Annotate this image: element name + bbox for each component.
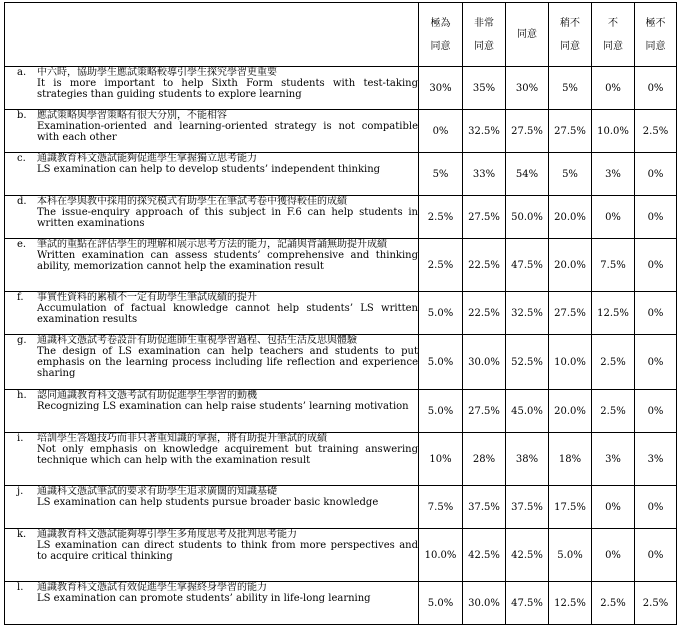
percentage-cell: 37.5% <box>506 486 549 529</box>
statement-text <box>37 196 418 229</box>
statement-chinese: 通識教育科文憑試有效促進學生掌握終身學習的能力 <box>37 582 267 593</box>
percentage-cell: 0% <box>592 486 635 529</box>
statement-line <box>5 292 418 325</box>
statement-cell <box>5 196 419 239</box>
header-row <box>5 3 677 67</box>
percentage-cell: 27.5% <box>549 110 592 153</box>
percentage-cell: 35% <box>463 67 506 110</box>
percentage-cell: 20.0% <box>549 239 592 292</box>
item-letter: l. <box>17 582 24 593</box>
statement-cell <box>5 110 419 153</box>
percentage-cell: 5% <box>549 67 592 110</box>
percentage-cell: 3% <box>635 433 677 486</box>
statement-text <box>37 529 418 562</box>
header-strongly-disagree: 極不 同意 <box>635 3 677 67</box>
percentage-cell: 0% <box>635 292 677 335</box>
percentage-cell: 0% <box>592 529 635 582</box>
percentage-cell: 32.5% <box>463 110 506 153</box>
percentage-cell: 2.5% <box>635 110 677 153</box>
statement-text <box>37 486 418 508</box>
percentage-cell: 27.5% <box>549 292 592 335</box>
percentage-cell: 3% <box>592 433 635 486</box>
statement-text <box>37 67 418 100</box>
table-row <box>5 390 677 433</box>
table-row <box>5 239 677 292</box>
percentage-cell: 30% <box>506 67 549 110</box>
statement-chinese: 事實性資料的累積不一定有助學生筆試成績的提升 <box>37 292 257 303</box>
percentage-cell: 2.5% <box>419 239 463 292</box>
percentage-cell: 30.0% <box>463 582 506 625</box>
statement-line <box>5 110 418 143</box>
percentage-cell: 42.5% <box>463 529 506 582</box>
percentage-cell: 2.5% <box>592 390 635 433</box>
percentage-cell: 12.5% <box>549 582 592 625</box>
percentage-cell: 42.5% <box>506 529 549 582</box>
statement-text <box>37 110 418 143</box>
percentage-cell: 30.0% <box>463 335 506 390</box>
percentage-cell: 0% <box>635 486 677 529</box>
statement-english: The design of LS examination can help teachers and students to put emphasis on the learning process including life reflection and experience sharing <box>37 346 418 379</box>
percentage-cell: 54% <box>506 153 549 196</box>
item-letter: e. <box>17 239 27 250</box>
percentage-cell: 0% <box>635 529 677 582</box>
percentage-cell: 30% <box>419 67 463 110</box>
item-letter: b. <box>17 110 27 121</box>
statement-line <box>5 67 418 100</box>
statement-chinese: 中六時，協助學生應試策略較導引學生探究學習更重要 <box>37 67 277 78</box>
percentage-cell: 12.5% <box>592 292 635 335</box>
percentage-cell: 47.5% <box>506 582 549 625</box>
statement-english: LS examination can direct students to think from more perspectives and to acquire critical thinking <box>37 540 418 562</box>
percentage-cell: 22.5% <box>463 292 506 335</box>
percentage-cell: 0% <box>592 196 635 239</box>
percentage-cell: 0% <box>419 110 463 153</box>
statement-text <box>37 582 418 604</box>
statement-english: Accumulation of factual knowledge cannot help students’ LS written examination results <box>37 303 418 325</box>
percentage-cell: 27.5% <box>506 110 549 153</box>
item-letter: g. <box>17 335 27 346</box>
table-row <box>5 335 677 390</box>
percentage-cell: 0% <box>635 239 677 292</box>
table-row <box>5 433 677 486</box>
statement-chinese: 認同通識教育科文憑考試有助促進學生學習的動機 <box>37 390 257 401</box>
percentage-cell: 17.5% <box>549 486 592 529</box>
statement-cell <box>5 335 419 390</box>
percentage-cell: 27.5% <box>463 390 506 433</box>
percentage-cell: 10.0% <box>592 110 635 153</box>
percentage-cell: 10.0% <box>549 335 592 390</box>
percentage-cell: 2.5% <box>592 335 635 390</box>
header-very-agree: 非常 同意 <box>463 3 506 67</box>
statement-line <box>5 335 418 379</box>
percentage-cell: 47.5% <box>506 239 549 292</box>
percentage-cell: 28% <box>463 433 506 486</box>
percentage-cell: 10% <box>419 433 463 486</box>
statement-line <box>5 390 418 412</box>
table-row <box>5 582 677 625</box>
item-letter: k. <box>17 529 27 540</box>
percentage-cell: 32.5% <box>506 292 549 335</box>
percentage-cell: 0% <box>635 390 677 433</box>
statement-line <box>5 486 418 508</box>
statement-cell <box>5 292 419 335</box>
statement-chinese: 通識教育科文憑試能夠促進學生掌握獨立思考能力 <box>37 153 257 164</box>
statement-chinese: 應試策略與學習策略有很大分別，不能相容 <box>37 110 227 121</box>
percentage-cell: 22.5% <box>463 239 506 292</box>
percentage-cell: 50.0% <box>506 196 549 239</box>
statement-cell <box>5 529 419 582</box>
table-row <box>5 196 677 239</box>
percentage-cell: 20.0% <box>549 390 592 433</box>
table-row <box>5 110 677 153</box>
statement-cell <box>5 390 419 433</box>
percentage-cell: 5% <box>549 153 592 196</box>
survey-table <box>4 2 677 625</box>
percentage-cell: 52.5% <box>506 335 549 390</box>
percentage-cell: 5.0% <box>419 390 463 433</box>
percentage-cell: 45.0% <box>506 390 549 433</box>
statement-chinese: 通識教育科文憑試能夠導引學生多角度思考及批判思考能力 <box>37 529 297 540</box>
statement-cell <box>5 67 419 110</box>
item-letter: h. <box>17 390 27 401</box>
header-slightly-disagree: 稍不 同意 <box>549 3 592 67</box>
statement-chinese: 通識科文憑試筆試的要求有助學生追求廣闊的知識基礎 <box>37 486 277 497</box>
percentage-cell: 33% <box>463 153 506 196</box>
item-letter: d. <box>17 196 27 207</box>
percentage-cell: 0% <box>635 67 677 110</box>
percentage-cell: 20.0% <box>549 196 592 239</box>
header-agree: 同意 <box>506 3 549 67</box>
statement-english: It is more important to help Sixth Form students with test-taking strategies than guiding students to explore learning <box>37 78 418 100</box>
statement-english: Not only emphasis on knowledge acquirement but training answering technique which can help with the examination result <box>37 444 418 466</box>
statement-chinese: 本科在學與教中採用的探究模式有助學生在筆試考卷中獲得較佳的成績 <box>37 196 347 207</box>
statement-cell <box>5 239 419 292</box>
percentage-cell: 7.5% <box>592 239 635 292</box>
percentage-cell: 5.0% <box>419 335 463 390</box>
percentage-cell: 7.5% <box>419 486 463 529</box>
table-row <box>5 153 677 196</box>
percentage-cell: 3% <box>592 153 635 196</box>
statement-text <box>37 433 418 466</box>
statement-text <box>37 390 418 412</box>
table-row <box>5 529 677 582</box>
statement-chinese: 培訓學生答題技巧而非只著重知識的掌握，將有助提升筆試的成績 <box>37 433 327 444</box>
item-letter: c. <box>17 153 26 164</box>
statement-text <box>37 335 418 379</box>
percentage-cell: 5.0% <box>419 582 463 625</box>
statement-english: Recognizing LS examination can help raise students’ learning motivation <box>37 401 409 412</box>
percentage-cell: 5.0% <box>549 529 592 582</box>
item-letter: a. <box>17 67 27 78</box>
table-row <box>5 292 677 335</box>
statement-text <box>37 292 418 325</box>
item-letter: j. <box>17 486 24 497</box>
statement-english: Written examination can assess students’ comprehensive and thinking ability, memorization cannot help the examination result <box>37 250 418 272</box>
statement-line <box>5 582 418 604</box>
header-strongly-agree: 極為 同意 <box>419 3 463 67</box>
statement-english: Examination-oriented and learning-oriented strategy is not compatible with each other <box>37 121 418 143</box>
header-disagree: 不 同意 <box>592 3 635 67</box>
item-letter: f. <box>17 292 24 303</box>
percentage-cell: 2.5% <box>419 196 463 239</box>
table-row <box>5 486 677 529</box>
percentage-cell: 0% <box>592 67 635 110</box>
percentage-cell: 38% <box>506 433 549 486</box>
statement-line <box>5 196 418 229</box>
statement-english: The issue-enquiry approach of this subject in F.6 can help students in written examinations <box>37 207 418 229</box>
percentage-cell: 5.0% <box>419 292 463 335</box>
percentage-cell: 37.5% <box>463 486 506 529</box>
percentage-cell: 27.5% <box>463 196 506 239</box>
statement-line <box>5 153 418 175</box>
statement-english: LS examination can promote students’ ability in life-long learning <box>37 593 371 604</box>
percentage-cell: 0% <box>635 196 677 239</box>
statement-header-cell <box>5 3 419 67</box>
percentage-cell: 2.5% <box>635 582 677 625</box>
statement-line <box>5 529 418 562</box>
statement-chinese: 通識科文憑試考卷設計有助促進師生重視學習過程、包括生活反思與體驗 <box>37 335 357 346</box>
percentage-cell: 0% <box>635 335 677 390</box>
statement-english: LS examination can help to develop students’ independent thinking <box>37 164 381 175</box>
statement-cell <box>5 153 419 196</box>
statement-cell <box>5 486 419 529</box>
percentage-cell: 5% <box>419 153 463 196</box>
statement-chinese: 筆試的重點在評估學生的理解和展示思考方法的能力，記誦與背誦無助提升成績 <box>37 239 387 250</box>
table-row <box>5 67 677 110</box>
statement-cell <box>5 582 419 625</box>
survey-rows <box>5 67 677 625</box>
statement-line <box>5 239 418 272</box>
statement-english: LS examination can help students pursue broader basic knowledge <box>37 497 379 508</box>
statement-line <box>5 433 418 466</box>
statement-text <box>37 153 418 175</box>
percentage-cell: 2.5% <box>592 582 635 625</box>
percentage-cell: 10.0% <box>419 529 463 582</box>
percentage-cell: 0% <box>635 153 677 196</box>
statement-cell <box>5 433 419 486</box>
item-letter: i. <box>17 433 24 444</box>
percentage-cell: 18% <box>549 433 592 486</box>
statement-text <box>37 239 418 272</box>
